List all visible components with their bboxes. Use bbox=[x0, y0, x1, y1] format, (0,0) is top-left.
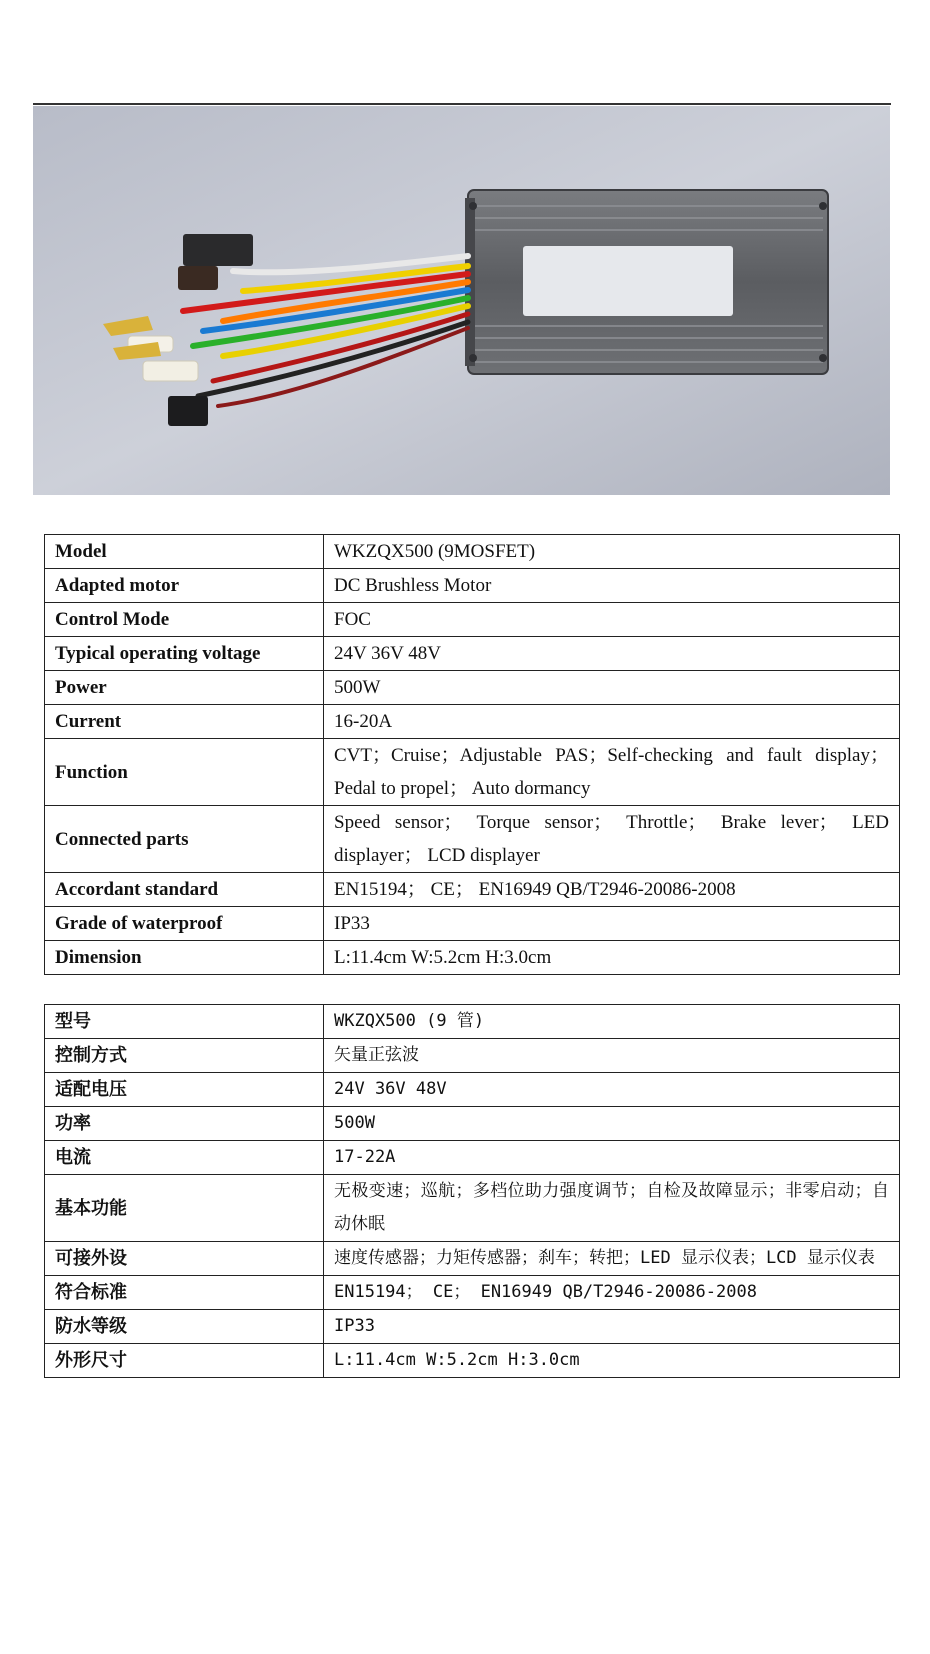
spec-row bbox=[45, 941, 900, 975]
spec-row bbox=[45, 1276, 900, 1310]
spec-value: 16-20A bbox=[324, 705, 900, 739]
spec-row bbox=[45, 1344, 900, 1378]
spec-row bbox=[45, 739, 900, 806]
spec-label: Grade of waterproof bbox=[45, 907, 324, 941]
spec-row bbox=[45, 705, 900, 739]
spec-row bbox=[45, 873, 900, 907]
spec-value: EN15194； CE； EN16949 QB/T2946-20086-2008 bbox=[324, 873, 900, 907]
spec-label: 符合标准 bbox=[45, 1276, 324, 1310]
spec-label: 型号 bbox=[45, 1005, 324, 1039]
spec-row bbox=[45, 535, 900, 569]
spec-value: 24V 36V 48V bbox=[324, 637, 900, 671]
controller-housing bbox=[465, 190, 828, 374]
spec-value: IP33 bbox=[324, 907, 900, 941]
spec-label: Typical operating voltage bbox=[45, 637, 324, 671]
spec-value: DC Brushless Motor bbox=[324, 569, 900, 603]
spec-value: IP33 bbox=[324, 1310, 900, 1344]
spec-row bbox=[45, 1242, 900, 1276]
spec-label: 外形尺寸 bbox=[45, 1344, 324, 1378]
product-photo bbox=[33, 106, 890, 495]
spec-value: 17-22A bbox=[324, 1141, 900, 1175]
spec-value: 无极变速；巡航；多档位助力强度调节；自检及故障显示；非零启动；自动休眠 bbox=[324, 1175, 900, 1242]
spec-label: Model bbox=[45, 535, 324, 569]
spec-label: 可接外设 bbox=[45, 1242, 324, 1276]
spec-row bbox=[45, 1175, 900, 1242]
spec-row bbox=[45, 1073, 900, 1107]
spec-row bbox=[45, 1107, 900, 1141]
spec-value: FOC bbox=[324, 603, 900, 637]
spec-value: 矢量正弦波 bbox=[324, 1039, 900, 1073]
spec-label: 电流 bbox=[45, 1141, 324, 1175]
spec-label: 控制方式 bbox=[45, 1039, 324, 1073]
spec-row bbox=[45, 1310, 900, 1344]
spec-label: 适配电压 bbox=[45, 1073, 324, 1107]
spec-value: WKZQX500 (9 管) bbox=[324, 1005, 900, 1039]
spec-value: CVT；Cruise；Adjustable PAS；Self-checking and fault display；Pedal to propel； Auto dormancy bbox=[324, 739, 900, 806]
spec-row bbox=[45, 1005, 900, 1039]
spec-row bbox=[45, 671, 900, 705]
spec-label: 功率 bbox=[45, 1107, 324, 1141]
top-divider bbox=[33, 103, 891, 105]
spec-value: 速度传感器；力矩传感器；刹车；转把；LED 显示仪表；LCD 显示仪表 bbox=[324, 1242, 900, 1276]
spec-row bbox=[45, 806, 900, 873]
spec-value: 500W bbox=[324, 1107, 900, 1141]
spec-value: L:11.4cm W:5.2cm H:3.0cm bbox=[324, 941, 900, 975]
spec-label: Adapted motor bbox=[45, 569, 324, 603]
spec-value: 24V 36V 48V bbox=[324, 1073, 900, 1107]
spec-label: Function bbox=[45, 739, 324, 806]
spec-value: 500W bbox=[324, 671, 900, 705]
spec-label: 防水等级 bbox=[45, 1310, 324, 1344]
spec-label: Current bbox=[45, 705, 324, 739]
spec-value: EN15194； CE； EN16949 QB/T2946-20086-2008 bbox=[324, 1276, 900, 1310]
spec-value: WKZQX500 (9MOSFET) bbox=[324, 535, 900, 569]
spec-value: Speed sensor； Torque sensor； Throttle； Brake lever； LED displayer； LCD displayer bbox=[324, 806, 900, 873]
spec-label: Power bbox=[45, 671, 324, 705]
spec-row bbox=[45, 569, 900, 603]
spec-row bbox=[45, 1141, 900, 1175]
spec-label: Dimension bbox=[45, 941, 324, 975]
spec-row bbox=[45, 1039, 900, 1073]
chinese-spec-table bbox=[44, 1004, 900, 1378]
spec-label: Connected parts bbox=[45, 806, 324, 873]
spec-label: Accordant standard bbox=[45, 873, 324, 907]
spec-row bbox=[45, 603, 900, 637]
spec-label: Control Mode bbox=[45, 603, 324, 637]
spec-label: 基本功能 bbox=[45, 1175, 324, 1242]
spec-row bbox=[45, 637, 900, 671]
english-spec-table bbox=[44, 534, 900, 975]
spec-value: L:11.4cm W:5.2cm H:3.0cm bbox=[324, 1344, 900, 1378]
spec-row bbox=[45, 907, 900, 941]
